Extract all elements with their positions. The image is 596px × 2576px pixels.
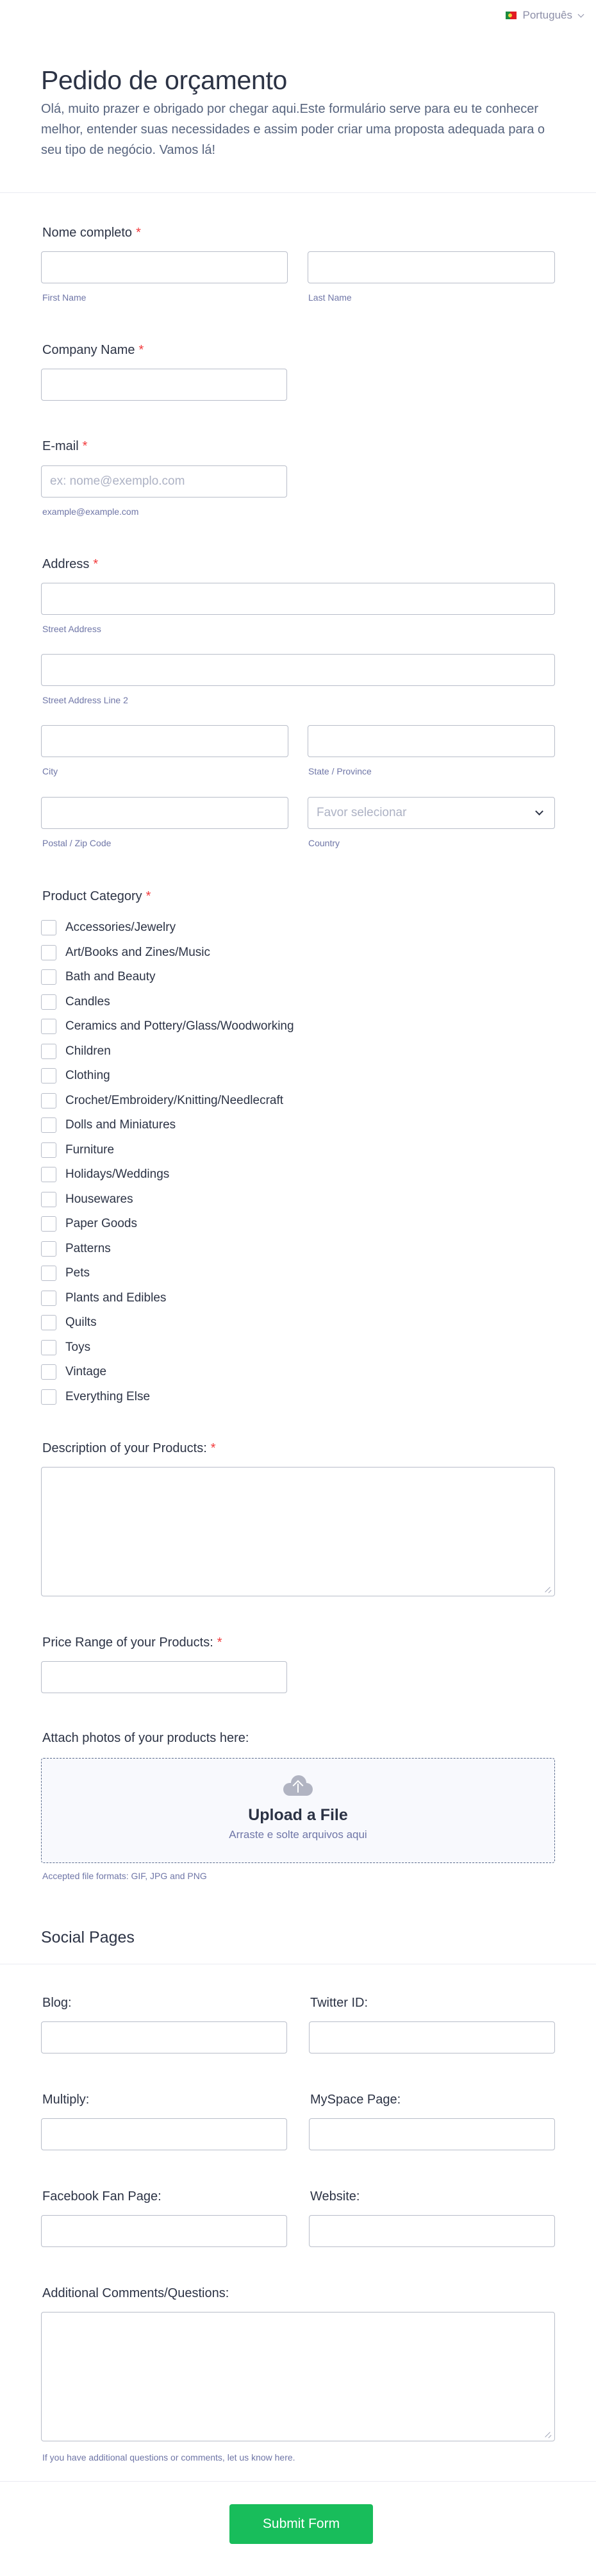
country-select-value: Favor selecionar [317,806,407,819]
first-name-sublabel: First Name [42,292,87,303]
checkbox[interactable] [41,1291,56,1306]
required-mark: * [217,1635,222,1650]
footer-divider [0,2481,596,2482]
category-option-label: Art/Books and Zines/Music [65,945,210,959]
checkbox[interactable] [41,1167,56,1182]
category-option[interactable] [41,916,294,941]
price-range-label: Price Range of your Products: * [42,1635,222,1650]
category-option[interactable] [41,1237,294,1262]
category-option[interactable] [41,1286,294,1311]
website-input[interactable] [309,2215,555,2247]
category-option-label: Holidays/Weddings [65,1167,170,1182]
myspace-page-label: MySpace Page: [310,2093,401,2107]
checkbox[interactable] [41,994,56,1010]
last-name-sublabel: Last Name [308,292,352,303]
category-option-label: Everything Else [65,1389,151,1403]
category-option[interactable] [41,1261,294,1286]
category-option-label: Candles [65,994,110,1008]
checkbox[interactable] [41,1315,56,1330]
facebook-fan-page-label: Facebook Fan Page: [42,2189,161,2204]
category-option-label: Furniture [65,1142,115,1157]
country-sublabel: Country [308,838,340,848]
category-option[interactable] [41,1212,294,1237]
state-input[interactable] [308,725,555,757]
checkbox[interactable] [41,1117,56,1133]
required-mark: * [93,557,99,571]
checkbox[interactable] [41,1068,56,1083]
category-option[interactable] [41,1310,294,1335]
blog-label: Blog: [42,1996,72,2010]
email-sublabel: example@example.com [42,506,139,517]
social-pages-heading: Social Pages [41,1928,135,1946]
city-input[interactable] [41,725,288,757]
required-mark: * [210,1441,216,1455]
checkbox[interactable] [41,1192,56,1207]
category-option[interactable] [41,1113,294,1138]
checkbox[interactable] [41,920,56,935]
checkbox[interactable] [41,1093,56,1108]
category-option-label: Paper Goods [65,1217,137,1231]
category-option[interactable] [41,990,294,1015]
attach-photos-label: Attach photos of your products here: [42,1731,249,1745]
category-option[interactable] [41,1162,294,1187]
company-name-label: Company Name * [42,343,144,357]
product-category-checklist [41,916,294,1409]
street-address-sublabel: Street Address [42,624,101,634]
checkbox[interactable] [41,1142,56,1158]
required-mark: * [138,343,144,357]
submit-button[interactable]: Submit Form [229,2504,373,2544]
email-input[interactable] [41,465,287,498]
first-name-input[interactable] [41,251,288,283]
required-mark: * [145,889,151,903]
category-option-label: Ceramics and Pottery/Glass/Woodworking [65,1019,294,1033]
email-label: E-mail * [42,439,88,453]
category-option-label: Clothing [65,1069,110,1083]
category-option-label: Crochet/Embroidery/Knitting/Needlecraft [65,1093,284,1107]
category-option-label: Bath and Beauty [65,970,156,984]
checkbox[interactable] [41,1364,56,1380]
language-label: Português [522,9,572,21]
category-option-label: Dolls and Miniatures [65,1118,176,1132]
additional-comments-label: Additional Comments/Questions: [42,2286,229,2300]
upload-subtitle: Arraste e solte arquivos aqui [229,1828,367,1841]
category-option-label: Plants and Edibles [65,1291,167,1305]
country-select[interactable] [308,797,555,829]
category-option[interactable] [41,1089,294,1114]
resize-handle-icon[interactable] [545,1586,551,1593]
category-option-label: Quilts [65,1316,97,1330]
form-description: Olá, muito prazer e obrigado por chegar aqui.Este formulário serve para eu te conhecer melhor, entender suas necessidades e assim poder criar uma proposta adequada para o seu tipo de negócio. Vamos lá! [41,102,545,157]
website-label: Website: [310,2189,360,2204]
language-selector[interactable] [506,9,584,22]
postal-code-input[interactable] [41,797,288,829]
last-name-input[interactable] [308,251,555,283]
category-option-label: Pets [65,1266,90,1280]
required-mark: * [82,439,88,453]
description-label: Description of your Products: * [42,1441,216,1455]
category-option[interactable] [41,1064,294,1089]
checkbox[interactable] [41,1389,56,1405]
category-option-label: Toys [65,1340,91,1354]
portugal-flag-icon [506,12,517,19]
street-address-line2-input[interactable] [41,654,555,686]
cloud-upload-icon [283,1775,313,1796]
city-sublabel: City [42,766,58,776]
street-address-line2-sublabel: Street Address Line 2 [42,695,128,705]
twitter-id-label: Twitter ID: [310,1996,368,2010]
category-option-label: Children [65,1044,111,1058]
category-option[interactable] [41,941,294,966]
additional-comments-sublabel: If you have additional questions or comments, let us know here. [42,2452,295,2463]
header-divider [0,192,596,193]
facebook-fan-page-input[interactable] [41,2215,287,2247]
full-name-label: Nome completo * [42,226,141,240]
category-option[interactable] [41,965,294,990]
file-upload-dropzone[interactable] [41,1758,555,1863]
chevron-down-icon [535,807,543,815]
checkbox[interactable] [41,1241,56,1257]
address-label: Address * [42,557,99,571]
postal-code-sublabel: Postal / Zip Code [42,838,112,848]
category-option[interactable] [41,1385,294,1410]
checkbox[interactable] [41,1216,56,1232]
category-option[interactable] [41,1138,294,1163]
upload-title: Upload a File [248,1806,348,1824]
twitter-id-input[interactable] [309,2021,555,2053]
checkbox[interactable] [41,1266,56,1281]
resize-handle-icon[interactable] [545,2431,551,2438]
price-range-input[interactable] [41,1661,287,1693]
checkbox[interactable] [41,945,56,960]
category-option-label: Patterns [65,1241,111,1255]
category-option[interactable] [41,1187,294,1212]
checkbox[interactable] [41,1019,56,1034]
form-title: Pedido de orçamento [41,65,288,95]
checkbox[interactable] [41,969,56,985]
multiply-input[interactable] [41,2118,287,2150]
product-category-label: Product Category * [42,889,151,903]
required-mark: * [136,226,141,240]
state-sublabel: State / Province [308,766,372,776]
category-option[interactable] [41,1360,294,1385]
category-option-label: Housewares [65,1192,133,1206]
checkbox[interactable] [41,1340,56,1355]
company-name-input[interactable] [41,369,287,401]
upload-file-formats: Accepted file formats: GIF, JPG and PNG [42,1871,207,1881]
myspace-page-input[interactable] [309,2118,555,2150]
category-option[interactable] [41,1335,294,1360]
street-address-input[interactable] [41,583,555,615]
checkbox[interactable] [41,1044,56,1059]
category-option-label: Vintage [65,1365,107,1379]
additional-comments-textarea[interactable] [41,2312,555,2441]
blog-input[interactable] [41,2021,287,2053]
category-option[interactable] [41,1039,294,1064]
multiply-label: Multiply: [42,2093,90,2107]
category-option-label: Accessories/Jewelry [65,921,176,935]
chevron-down-icon [578,11,584,17]
form-header [41,64,554,160]
description-textarea[interactable] [41,1467,555,1596]
category-option[interactable] [41,1014,294,1039]
